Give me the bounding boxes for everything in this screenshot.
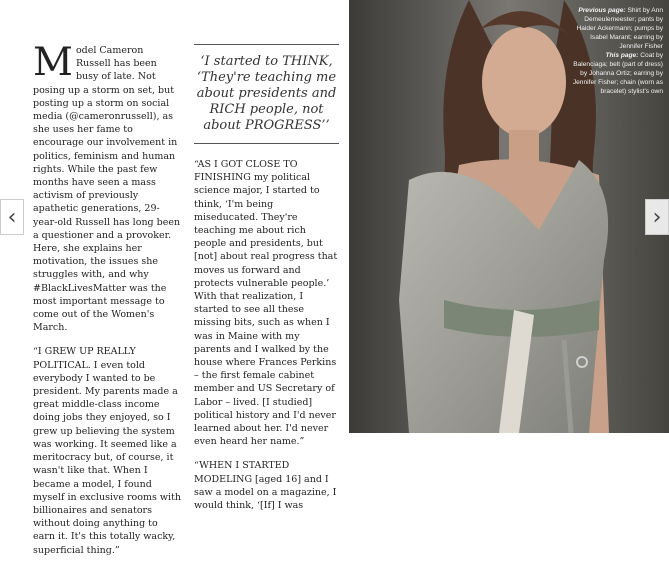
- this-page-credit: Coat by Balenciaga; belt (part of dress) by Johanna Ortiz; earring by Jennifer Fisher; chain (worn as bracelet) stylist's own: [572, 52, 663, 95]
- drop-cap: M: [33, 40, 73, 85]
- next-page-button[interactable]: [645, 199, 669, 235]
- this-page-label: This page:: [605, 52, 639, 59]
- body-paragraph: “I GREW UP REALLY POLITICAL. I even told everybody I wanted to be president. My parents made a great middle-class income doing jobs they enjoyed, so I grew up believing the system was working. It seemed like a meritocracy but, of course, it wasn't like that. When I became a model, I found myself in exclusive rooms with billionaires and senators without doing anything to earn it. It's this totally wacky, superficial thing.”: [33, 346, 181, 556]
- fashion-photo: [349, 0, 669, 433]
- chevron-right-icon: ›: [652, 204, 662, 230]
- intro-paragraph: [33, 40, 181, 334]
- prev-page-label: Previous page:: [578, 7, 626, 14]
- chevron-left-icon: ‹: [7, 204, 17, 230]
- photo-credits: [571, 6, 663, 96]
- article-column-2: [194, 44, 339, 523]
- body-paragraph: “AS I GOT CLOSE TO FINISHING my political science major, I started to think, ‘I'm being miseducated. They're teaching me about rich people and presidents, but [not] about real progress that moves us forward and protects vulnerable people.’ With that realization, I started to see all these missing bits, such as when I was in Maine with my parents and I walked by the house where Frances Perkins – the first female cabinet member and US Secretary of Labor – lived. [I studied] political history and I'd never learned about her. I'd never even heard her name.”: [194, 159, 338, 448]
- article-column-1: [33, 40, 181, 568]
- prev-page-credit: Shirt by Ann Demeulemeester; pants by Haider Ackermann; pumps by Isabel Marant; earring by Jennifer Fisher: [576, 7, 663, 50]
- body-paragraph: “WHEN I STARTED MODELING [aged 16] and I saw a model on a magazine, I would think, ‘[If] I was: [194, 460, 337, 512]
- pull-quote: ‘I started to THINK, ‘They're teaching me about presidents and RICH people, not about PROGRESS’’: [194, 44, 339, 144]
- previous-page-button[interactable]: [0, 199, 24, 235]
- intro-text: odel Cameron Russell has been busy of late. Not posing up a storm on set, but posting up a storm on social media (@cameronrussell), as she uses her fame to encourage our involvement in politics, feminism and human rights. While the past few months have seen a mass activism of previously apathetic generations, 29-year-old Russell has long been a questioner and a provoker. Here, she explains her motivation, the issues she struggles with, and why #BlackLivesMatter was the most important message to come out of the Women's March.: [33, 45, 181, 334]
